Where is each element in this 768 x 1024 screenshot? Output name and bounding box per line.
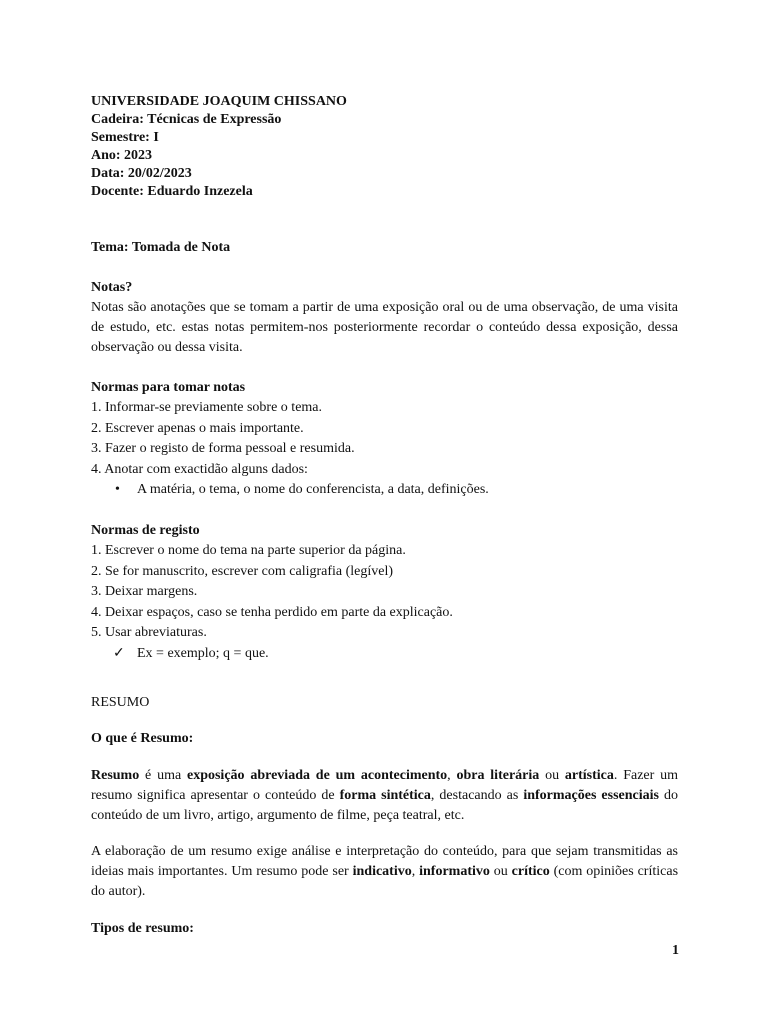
check-text: Ex = exemplo; q = que. (137, 645, 269, 661)
text-run: , destacando as (430, 787, 524, 803)
tipos-heading: Tipos de resumo: (91, 920, 194, 936)
normas-tomar-heading: Normas para tomar notas (91, 380, 246, 395)
bullet-icon: • (115, 482, 120, 497)
resumo-paragraph-1 (91, 766, 678, 826)
resumo-paragraph-2 (91, 842, 678, 902)
university-name: UNIVERSIDADE JOAQUIM CHISSANO (91, 94, 347, 109)
notas-paragraph: Notas são anotações que se tomam a partir de uma exposição oral ou de uma observação, de uma visita de estudo, etc. estas notas permitem-nos posteriormente recordar o conteúdo dessa exposição, dessa observação ou dessa visita. (91, 300, 678, 355)
check-item (113, 644, 678, 664)
text-run: é uma (139, 767, 187, 783)
normas-tomar-list (91, 398, 678, 480)
data-line: Data: 20/02/2023 (91, 166, 192, 181)
bold-text-run: indicativo (352, 863, 412, 879)
list-item: 4. Deixar espaços, caso se tenha perdido em parte da explicação. (91, 604, 453, 620)
text-run: do conteúdo de um livro, artigo, argumento de filme, peça teatral, etc. (91, 787, 678, 823)
text-run: A elaboração de um resumo exige análise e interpretação do conteúdo, para que sejam transmitidas as ideias mais importantes. Um resumo pode ser (91, 843, 678, 879)
text-run: ou (539, 767, 565, 783)
text-run: . Fazer um resumo significa apresentar o conteúdo de (91, 767, 678, 803)
list-item: 5. Usar abreviaturas. (91, 625, 207, 640)
list-item: 2. Se for manuscrito, escrever com caligrafia (legível) (91, 563, 394, 579)
list-item: 3. Deixar margens. (91, 584, 198, 599)
text-run: ou (489, 863, 512, 879)
page-number: 1 (672, 943, 679, 958)
normas-registo-sublist (91, 644, 678, 664)
list-item: 1. Informar-se previamente sobre o tema. (91, 400, 323, 415)
docente-line: Docente: Eduardo Inzezela (91, 184, 253, 199)
list-item: 4. Anotar com exactidão alguns dados: (91, 461, 308, 477)
bold-text-run: forma sintética (339, 787, 431, 803)
bold-text-run: obra literária (456, 767, 540, 783)
resumo-question: O que é Resumo: (91, 730, 194, 746)
notas-heading: Notas? (91, 280, 133, 295)
normas-registo-heading: Normas de registo (91, 523, 200, 538)
normas-registo-list (91, 541, 678, 644)
text-run: (com opiniões críticas do autor). (91, 863, 679, 899)
checkmark-icon: ✓ (113, 645, 125, 661)
bullet-text: A matéria, o tema, o nome do conferencista, a data, definições. (137, 482, 489, 497)
list-item: 1. Escrever o nome do tema na parte superior da página. (91, 543, 406, 558)
bold-text-run: exposição abreviada de um acontecimento (186, 767, 448, 783)
text-run: , (447, 767, 457, 783)
normas-tomar-sublist (91, 480, 678, 500)
bold-text-run: Resumo (91, 767, 140, 783)
bullet-item (113, 480, 678, 500)
document-header (91, 93, 678, 201)
cadeira-line: Cadeira: Técnicas de Expressão (91, 112, 282, 127)
ano-line: Ano: 2023 (91, 148, 153, 163)
tema-heading: Tema: Tomada de Nota (91, 240, 231, 255)
page-content (91, 93, 678, 939)
bold-text-run: informativo (419, 863, 490, 879)
semestre-line: Semestre: I (91, 130, 159, 145)
list-item: 3. Fazer o registo de forma pessoal e resumida. (91, 441, 355, 456)
bold-text-run: informações essenciais (523, 787, 659, 803)
list-item: 2. Escrever apenas o mais importante. (91, 420, 304, 436)
text-run: , (411, 863, 420, 879)
bold-text-run: crítico (511, 863, 550, 879)
resumo-title: RESUMO (91, 694, 150, 710)
bold-text-run: artística (564, 767, 614, 783)
